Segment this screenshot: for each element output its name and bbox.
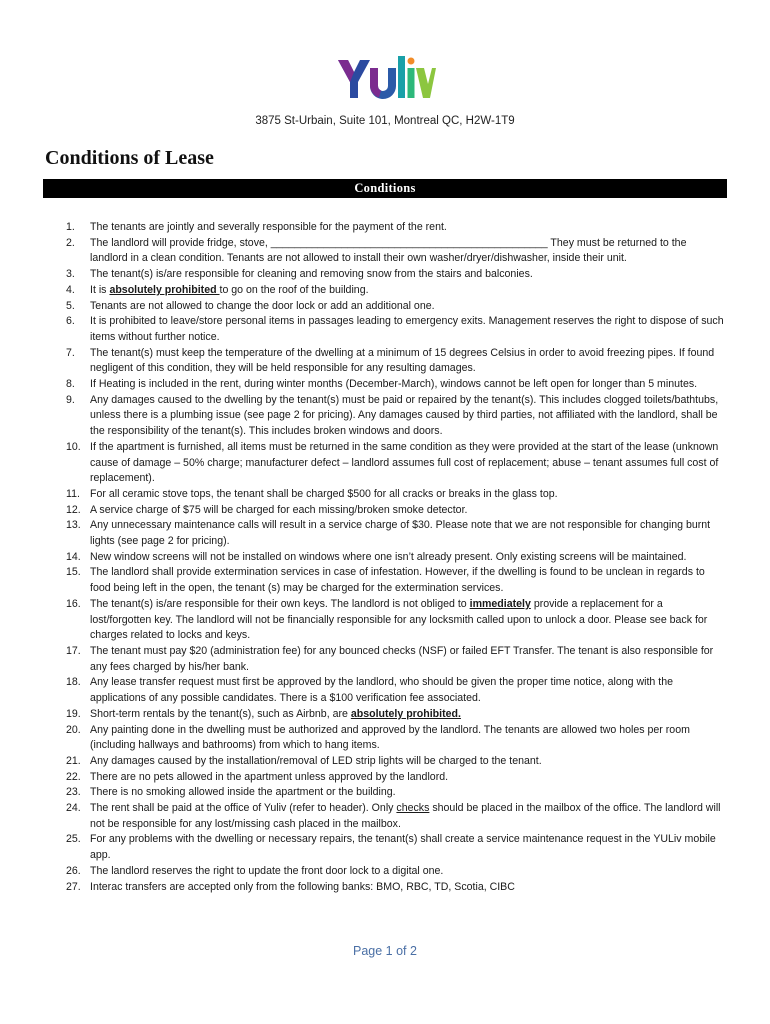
condition-text: Interac transfers are accepted only from the following banks: BMO, RBC, TD, Scotia, CIBC	[90, 880, 515, 893]
condition-item	[0, 518, 770, 549]
conditions-list	[0, 220, 770, 895]
condition-text: It is	[90, 283, 110, 296]
condition-number: 21.	[66, 754, 81, 767]
condition-text: The rent shall be paid at the office of Yuliv (refer to header). Only	[90, 802, 397, 815]
condition-item	[0, 597, 770, 644]
condition-emphasis: absolutely prohibited.	[350, 707, 461, 720]
condition-number: 13.	[66, 519, 81, 532]
condition-text: The tenant must pay $20 (administration fee) for any bounced checks (NSF) or failed EFT Transfer. The tenant is also responsible for any fees charged by his/her bank.	[90, 644, 714, 673]
page-number: Page 1 of 2	[353, 944, 417, 958]
condition-text: For any problems with the dwelling or necessary repairs, the tenant(s) shall create a service maintenance request in the YULiv mobile app.	[90, 833, 716, 862]
condition-item	[0, 565, 770, 596]
condition-number: 20.	[66, 723, 81, 736]
condition-number: 12.	[66, 503, 81, 516]
condition-emphasis: absolutely prohibited	[109, 283, 220, 296]
condition-number: 26.	[66, 864, 81, 877]
condition-text: to go on the roof of the building.	[219, 283, 369, 296]
condition-number: 8.	[66, 378, 75, 391]
condition-number: 18.	[66, 676, 81, 689]
condition-item	[0, 314, 770, 345]
condition-text: The tenant(s) is/are responsible for their own keys. The landlord is not obliged to	[90, 597, 470, 610]
condition-item	[0, 801, 770, 832]
condition-number: 16.	[66, 597, 81, 610]
condition-text: There are no pets allowed in the apartment unless approved by the landlord.	[90, 770, 449, 783]
condition-item	[0, 880, 770, 896]
condition-number: 7.	[66, 346, 75, 359]
condition-text: provide a replacement for a lost/forgotten key. The landlord will not be financially responsible for any locksmith called upon to unlock a door. Please see back for charges related to locks and keys.	[90, 597, 708, 642]
condition-text: For all ceramic stove tops, the tenant shall be charged $500 for all cracks or breaks in the glass top.	[90, 487, 558, 500]
condition-number: 14.	[66, 550, 81, 563]
condition-number: 11.	[66, 487, 80, 500]
condition-item	[0, 503, 770, 519]
condition-text: If the apartment is furnished, all items must be returned in the same condition as they were provided at the start of the lease (unknown cause of damage – 50% charge; manufacturer defect – landlord assumes full cost of replacement; abuse – tenant assumes full cost of replacement).	[90, 440, 719, 485]
condition-text: New window screens will not be installed on windows where one isn’t already present. Only existing screens will be maintained.	[90, 550, 687, 563]
condition-item	[0, 785, 770, 801]
condition-number: 5.	[66, 299, 75, 312]
condition-number: 17.	[66, 644, 81, 657]
company-address: 3875 St-Urbain, Suite 101, Montreal QC, H2W-1T9	[255, 115, 515, 127]
condition-item	[0, 770, 770, 786]
condition-text: The landlord reserves the right to update the front door lock to a digital one.	[90, 864, 444, 877]
condition-emphasis: immediately	[469, 597, 531, 610]
condition-number: 22.	[66, 770, 81, 783]
condition-text: Any painting done in the dwelling must be authorized and approved by the landlord. The tenants are allowed two holes per room (including hallways and bathrooms) from which to hang items.	[90, 723, 690, 752]
condition-text: Short-term rentals by the tenant(s), such as Airbnb, are	[90, 707, 351, 720]
condition-number: 10.	[66, 440, 81, 453]
condition-item	[0, 754, 770, 770]
condition-item	[0, 236, 770, 267]
condition-item	[0, 299, 770, 315]
condition-number: 2.	[66, 236, 75, 249]
condition-text: Tenants are not allowed to change the door lock or add an additional one.	[90, 299, 435, 312]
condition-item	[0, 675, 770, 706]
yuliv-logo	[336, 52, 436, 102]
condition-number: 4.	[66, 283, 75, 296]
condition-number: 24.	[66, 802, 81, 815]
condition-item	[0, 440, 770, 487]
condition-emphasis: checks	[396, 802, 430, 815]
condition-item	[0, 346, 770, 377]
condition-number: 19.	[66, 707, 81, 720]
condition-item	[0, 220, 770, 236]
condition-text: The landlord will provide fridge, stove, _______________________________________________ They must be returned to the landlord in a clean condition. Tenants are not allowed to install their own washer/dryer/dishwasher, inside their unit.	[90, 236, 687, 265]
condition-number: 1.	[66, 221, 75, 233]
condition-text: Any lease transfer request must first be approved by the landlord, who should be given the proper time notice, along with the applications of any possible candidates. There is a $100 verification fee associated.	[90, 676, 673, 705]
condition-item	[0, 707, 770, 723]
condition-item	[0, 487, 770, 503]
condition-number: 23.	[66, 786, 81, 799]
condition-text: Any unnecessary maintenance calls will result in a service charge of $30. Please note that we are not responsible for changing burnt lights (see page 2 for pricing).	[90, 519, 711, 548]
condition-text: It is prohibited to leave/store personal items in passages leading to emergency exits. Management reserves the right to dispose of such items without further notice.	[90, 315, 724, 343]
condition-item	[0, 864, 770, 880]
condition-text: The tenants are jointly and severally responsible for the payment of the rent.	[90, 221, 447, 233]
condition-number: 25.	[66, 833, 81, 846]
condition-text: Any damages caused by the installation/removal of LED strip lights will be charged to the tenant.	[90, 754, 542, 767]
condition-item	[0, 550, 770, 566]
condition-text: If Heating is included in the rent, during winter months (December-March), windows cannot be left open for longer than 5 minutes.	[90, 378, 698, 391]
condition-item	[0, 723, 770, 754]
condition-item	[0, 644, 770, 675]
condition-text: There is no smoking allowed inside the apartment or the building.	[90, 786, 396, 799]
condition-text: The landlord shall provide extermination services in case of infestation. However, if the dwelling is found to be unclean in regards to food being left in the open, the tenant (s) may be charged for the extermination services.	[90, 566, 705, 595]
page-title: Conditions of Lease	[45, 147, 214, 169]
condition-text: should be placed in the mailbox of the office. The landlord will not be responsible for any lost/missing cash placed in the mailbox.	[90, 802, 721, 830]
condition-number: 9.	[66, 393, 75, 406]
condition-number: 15.	[66, 566, 81, 579]
condition-text: A service charge of $75 will be charged for each missing/broken smoke detector.	[90, 503, 468, 516]
condition-text: Any damages caused to the dwelling by the tenant(s) must be paid or repaired by the tenant(s). This includes clogged toilets/bathtubs, unless there is a plumbing issue (see page 2 for pricing). Any damages caused by third parties, not affiliated with the landlord, shall be the responsibility of the tenant(s). This includes broken windows and doors.	[90, 393, 719, 438]
section-banner: Conditions	[43, 179, 727, 198]
condition-item	[0, 832, 770, 863]
condition-item	[0, 283, 770, 299]
condition-item	[0, 393, 770, 440]
condition-item	[0, 377, 770, 393]
condition-number: 6.	[66, 315, 75, 328]
condition-number: 27.	[66, 880, 81, 893]
condition-number: 3.	[66, 268, 75, 281]
condition-text: The tenant(s) must keep the temperature of the dwelling at a minimum of 15 degrees Celsius in order to avoid freezing pipes. If found negligent of this condition, they will be held responsible for any resulting damages.	[90, 346, 715, 375]
condition-item	[0, 267, 770, 283]
condition-text: The tenant(s) is/are responsible for cleaning and removing snow from the stairs and balconies.	[90, 268, 533, 281]
